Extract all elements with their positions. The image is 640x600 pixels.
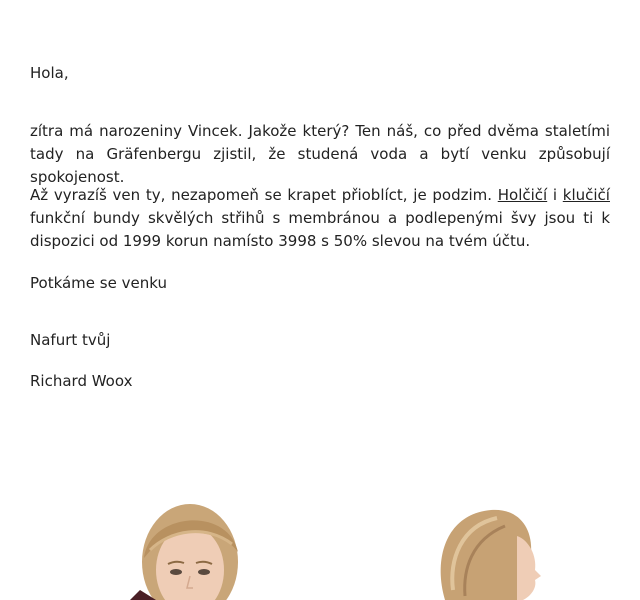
- offer-text-intro: Až vyrazíš ven ty, nezapomeň se krapet přioblíct, je podzim.: [30, 186, 498, 204]
- email-closing-line: Potkáme se venku: [30, 274, 167, 292]
- link-girls-jackets[interactable]: Holčičí: [497, 186, 548, 204]
- model-photo-girl[interactable]: [110, 500, 260, 600]
- email-sign-off: Nafurt tvůj: [30, 331, 111, 349]
- email-greeting: Hola,: [30, 64, 69, 82]
- model-photo-girl-profile[interactable]: [405, 500, 555, 600]
- email-paragraph-offer: [30, 184, 610, 253]
- product-photos: [0, 500, 640, 600]
- offer-text-joiner: i: [547, 186, 563, 204]
- email-paragraph-birthday: zítra má narozeniny Vincek. Jakože který? Ten náš, co před dvěma staletími tady na Gräfenbergu zjistil, že studená voda a bytí venku způsobují spokojenost.: [30, 122, 610, 186]
- email-signature: Richard Woox: [30, 372, 133, 390]
- offer-text-details: funkční bundy skvělých střihů s membránou a podlepenými švy jsou ti k dispozici od 1999 korun namísto 3998 s 50% slevou na tvém účtu.: [30, 209, 610, 250]
- link-boys-jackets[interactable]: klučičí: [562, 186, 610, 204]
